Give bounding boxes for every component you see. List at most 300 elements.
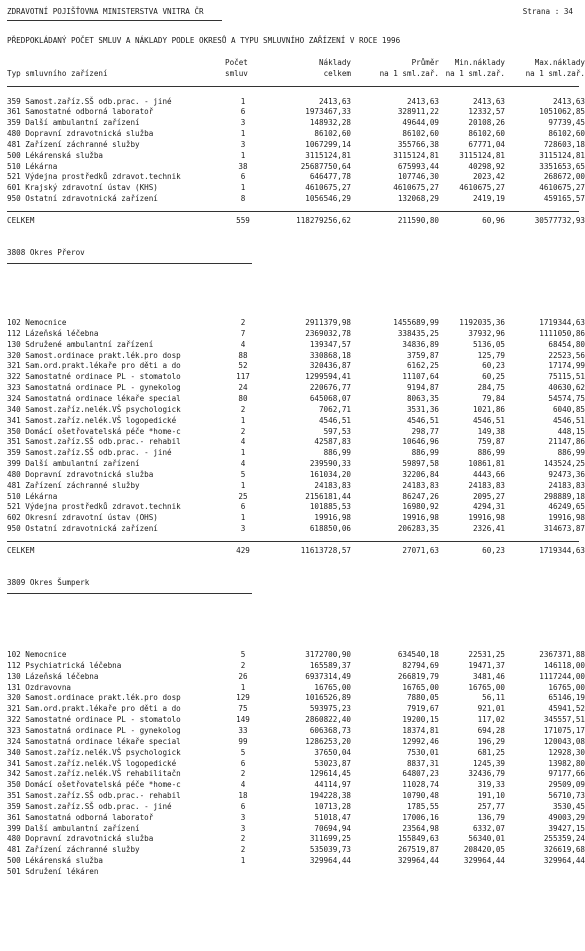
table-row [7, 173, 585, 183]
min-cell: 5136,05 [472, 339, 505, 349]
cost-cell: 24183,83 [314, 480, 351, 490]
cost-cell: 2860822,40 [305, 715, 351, 725]
table-row [7, 98, 585, 108]
min-cell: 16765,00 [468, 682, 505, 692]
count-cell: 33 [238, 725, 248, 735]
cost-cell: 165589,37 [309, 660, 351, 670]
count-cell: 5 [240, 650, 246, 659]
max-cell: 24183,83 [548, 480, 585, 490]
section-rule [7, 593, 252, 594]
avg-cell: 64807,23 [402, 769, 439, 779]
cost-cell: 139347,57 [309, 339, 351, 349]
type-cell: 501 Sdružení lékáren [7, 867, 99, 876]
type-cell: 361 Samostatná odborná laboratoř [7, 812, 154, 822]
max-cell: 97739,45 [548, 118, 585, 128]
max-cell: 1117244,00 [539, 671, 585, 681]
avg-cell: 886,99 [411, 448, 439, 458]
cost-cell: 25687750,64 [300, 161, 351, 171]
max-cell: 17174,99 [548, 361, 585, 371]
count-cell: 2 [240, 404, 246, 414]
table-row [7, 406, 585, 416]
type-cell: 350 Domácí ošetřovatelská péče *home-c [7, 426, 181, 436]
avg-cell: 634540,18 [397, 650, 439, 659]
max-cell: 22523,56 [548, 350, 585, 360]
max-cell: 146118,00 [543, 660, 585, 670]
table-row [7, 673, 585, 683]
section-rule [7, 211, 579, 212]
col-max-2: na 1 sml.zař. [525, 69, 585, 78]
table-row [7, 352, 585, 362]
cost-cell: 239590,33 [309, 459, 351, 469]
type-cell: 359 Samost.zaříz.SŠ odb.prac. - jiné [7, 801, 172, 811]
min-cell: 284,75 [477, 383, 505, 393]
count-cell: 4 [240, 459, 246, 469]
table-row [7, 760, 585, 770]
cost-cell: 618850,06 [309, 524, 351, 534]
avg-cell: 3531,36 [406, 404, 439, 414]
max-cell: 3115124,81 [539, 150, 585, 160]
type-cell: 321 Sam.ord.prakt.lékaře pro děti a do [7, 361, 181, 371]
table-row [7, 417, 585, 427]
count-cell: 99 [238, 736, 248, 746]
max-cell: 86102,60 [548, 129, 585, 139]
min-cell: 56340,01 [468, 834, 505, 844]
max-cell: 92473,36 [548, 469, 585, 479]
count-cell: 5 [240, 469, 246, 479]
type-cell: 480 Dopravní zdravotnická služba [7, 469, 154, 479]
count-cell: 3 [240, 118, 246, 128]
type-cell: 112 Lázeňská léčebna [7, 328, 99, 338]
type-cell: 481 Zařízení záchranné služby [7, 480, 140, 490]
count-cell: 38 [238, 161, 248, 171]
max-cell: 298889,18 [543, 491, 585, 501]
min-cell: 20108,26 [468, 118, 505, 128]
count-cell: 3 [240, 139, 246, 149]
cost-cell: 10713,28 [314, 801, 351, 811]
table-row [7, 705, 585, 715]
count-cell: 2 [240, 834, 246, 844]
col-avg-2: na 1 sml.zař. [379, 69, 439, 78]
min-cell: 208420,05 [463, 845, 505, 855]
min-cell: 196,29 [477, 736, 505, 746]
type-cell: CELKEM [7, 546, 35, 555]
col-type: Typ smluvního zařízení [7, 69, 108, 78]
max-cell: 143524,25 [543, 459, 585, 469]
min-cell: 56,11 [482, 693, 505, 703]
count-cell: 559 [236, 216, 250, 225]
type-cell: 130 Sdružené ambulantní zařízení [7, 339, 154, 349]
count-cell: 6 [240, 502, 246, 512]
cost-cell: 1286253,20 [305, 736, 351, 746]
table-row [7, 716, 585, 726]
max-cell: 326619,68 [543, 845, 585, 855]
avg-cell: 6162,25 [406, 361, 439, 371]
max-cell: 329964,44 [543, 856, 585, 866]
avg-cell: 7880,05 [406, 693, 439, 703]
page-number: Strana : 34 [522, 7, 573, 16]
type-cell: 131 Ozdravovna [7, 682, 72, 692]
cost-cell: 1056546,29 [305, 194, 351, 204]
cost-cell: 2911379,98 [305, 318, 351, 327]
count-cell: 24 [238, 383, 248, 393]
table-row [7, 184, 585, 194]
min-cell: 886,99 [477, 448, 505, 458]
max-cell: 97177,66 [548, 769, 585, 779]
avg-cell: 27071,63 [402, 546, 439, 555]
table-row [7, 846, 585, 856]
min-cell: 19471,37 [468, 660, 505, 670]
count-cell: 429 [236, 546, 250, 555]
max-cell: 40630,62 [548, 383, 585, 393]
type-cell: 350 Domácí ošetřovatelská péče *home-c [7, 780, 181, 790]
min-cell: 694,28 [477, 725, 505, 735]
type-cell: 321 Sam.ord.prakt.lékaře pro děti a do [7, 704, 181, 714]
type-cell: 480 Dopravní zdravotnická služba [7, 129, 154, 139]
count-cell: 1 [240, 513, 246, 523]
min-cell: 60,23 [482, 361, 505, 371]
avg-cell: 338435,25 [397, 328, 439, 338]
cost-cell: 6937314,49 [305, 671, 351, 681]
max-cell: 21147,86 [548, 437, 585, 447]
min-cell: 2326,41 [472, 524, 505, 534]
max-cell: 345557,51 [543, 715, 585, 725]
min-cell: 60,25 [482, 372, 505, 382]
max-cell: 19916,98 [548, 513, 585, 523]
type-cell: 323 Samostatná ordinace PL - gynekolog [7, 383, 181, 393]
cost-cell: 535039,73 [309, 845, 351, 855]
cost-cell: 70694,94 [314, 823, 351, 833]
max-cell: 29509,09 [548, 780, 585, 790]
min-cell: 79,84 [482, 393, 505, 403]
avg-cell: 266819,79 [397, 671, 439, 681]
table-row [7, 651, 585, 661]
table-row [7, 814, 585, 824]
min-cell: 125,79 [477, 350, 505, 360]
cost-cell: 86102,60 [314, 129, 351, 139]
count-cell: 117 [236, 372, 250, 382]
avg-cell: 155849,63 [397, 834, 439, 844]
avg-cell: 8837,31 [406, 758, 439, 768]
table-row [7, 330, 585, 340]
type-cell: 102 Nemocnice [7, 318, 67, 327]
cost-cell: 330868,18 [309, 350, 351, 360]
min-cell: 2095,27 [472, 491, 505, 501]
col-min-1: Min.náklady [454, 58, 505, 67]
avg-cell: 329964,44 [397, 856, 439, 866]
table-row [7, 493, 585, 503]
type-cell: 341 Samost.zaříz.nelék.VŠ logopedické [7, 758, 177, 768]
min-cell: 3115124,81 [459, 150, 505, 160]
col-cost-1: Náklady [318, 58, 351, 67]
avg-cell: 675993,44 [397, 161, 439, 171]
col-count-1: Počet [225, 58, 248, 67]
max-cell: 171075,17 [543, 725, 585, 735]
type-cell: 359 Další ambulantní zařízení [7, 118, 140, 128]
cost-cell: 194228,38 [309, 791, 351, 801]
table-row [7, 460, 585, 470]
table-row [7, 384, 585, 394]
avg-cell: 16765,00 [402, 682, 439, 692]
min-cell: 136,79 [477, 812, 505, 822]
table-row [7, 319, 585, 329]
type-cell: 351 Samost.zaříz.SŠ odb.prac.- rehabil [7, 791, 181, 801]
avg-cell: 24183,83 [402, 480, 439, 490]
table-row [7, 503, 585, 513]
type-cell: 320 Samost.ordinace prakt.lék.pro dosp [7, 350, 181, 360]
max-cell: 268672,00 [543, 172, 585, 182]
cost-cell: 311699,25 [309, 834, 351, 844]
min-cell: 60,23 [482, 546, 505, 555]
max-cell: 3351653,65 [539, 161, 585, 171]
cost-cell: 148932,28 [309, 118, 351, 128]
min-cell: 6332,07 [472, 823, 505, 833]
min-cell: 4443,66 [472, 469, 505, 479]
table-row [7, 684, 585, 694]
count-cell: 3 [240, 524, 246, 534]
table-row [7, 195, 585, 205]
table-row [7, 857, 585, 867]
type-cell: 480 Dopravní zdravotnická služba [7, 834, 154, 844]
count-cell: 1 [240, 129, 246, 139]
count-cell: 7 [240, 328, 246, 338]
table-row [7, 362, 585, 372]
max-cell: 1051062,85 [539, 107, 585, 117]
count-cell: 88 [238, 350, 248, 360]
avg-cell: 1785,55 [406, 801, 439, 811]
count-cell: 8 [240, 194, 246, 204]
table-row [7, 803, 585, 813]
table-row [7, 163, 585, 173]
table-row [7, 770, 585, 780]
cost-cell: 3115124,81 [305, 150, 351, 160]
table-row [7, 694, 585, 704]
cost-cell: 645068,07 [309, 393, 351, 403]
table-row [7, 395, 585, 405]
cost-cell: 1016526,89 [305, 693, 351, 703]
cost-cell: 597,53 [323, 426, 351, 436]
max-cell: 886,99 [557, 448, 585, 458]
table-row [7, 727, 585, 737]
count-cell: 4 [240, 437, 246, 447]
count-cell: 4 [240, 780, 246, 790]
count-cell: 5 [240, 747, 246, 757]
cost-cell: 646477,78 [309, 172, 351, 182]
cost-cell: 4546,51 [318, 415, 351, 425]
avg-cell: 10646,96 [402, 437, 439, 447]
avg-cell: 17006,16 [402, 812, 439, 822]
count-cell: 1 [240, 183, 246, 193]
cost-cell: 1299594,41 [305, 372, 351, 382]
type-cell: 102 Nemocnice [7, 650, 67, 659]
type-cell: 324 Samostatná ordinace lékaře special [7, 736, 181, 746]
min-cell: 32436,79 [468, 769, 505, 779]
type-cell: 950 Ostatní zdravotnická zařízení [7, 194, 158, 204]
avg-cell: 8063,35 [406, 393, 439, 403]
table-row [7, 373, 585, 383]
table-row [7, 738, 585, 748]
table-row [7, 662, 585, 672]
section-title: 3808 Okres Přerov [7, 248, 85, 257]
min-cell: 681,25 [477, 747, 505, 757]
type-cell: 359 Samost.zaříz.SŠ odb.prac. - jiné [7, 96, 172, 106]
column-headers [7, 59, 585, 81]
avg-cell: 82794,69 [402, 660, 439, 670]
avg-cell: 4610675,27 [393, 183, 439, 193]
type-cell: 500 Lékárenská služba [7, 150, 104, 160]
type-cell: 130 Lázeňská léčebna [7, 671, 99, 681]
type-cell: 340 Samost.zaříz.nelék.VŠ psychologick [7, 747, 181, 757]
cost-cell: 606368,73 [309, 725, 351, 735]
avg-cell: 2413,63 [406, 96, 439, 106]
cost-cell: 4610675,27 [305, 183, 351, 193]
avg-cell: 355766,38 [397, 139, 439, 149]
table-row [7, 119, 585, 129]
max-cell: 12928,30 [548, 747, 585, 757]
avg-cell: 7530,01 [406, 747, 439, 757]
type-cell: 341 Samost.zaříz.nelék.VŠ logopedické [7, 415, 177, 425]
type-cell: 359 Samost.zaříz.SŠ odb.prac. - jiné [7, 448, 172, 458]
cost-cell: 7062,71 [318, 404, 351, 414]
cost-cell: 220676,77 [309, 383, 351, 393]
avg-cell: 3115124,81 [393, 150, 439, 160]
avg-cell: 19200,15 [402, 715, 439, 725]
type-cell: 342 Samost.zaříz.nelék.VŠ rehabilitačn [7, 769, 181, 779]
min-cell: 149,38 [477, 426, 505, 436]
count-cell: 2 [240, 845, 246, 855]
cost-cell: 2156181,44 [305, 491, 351, 501]
table-row [7, 825, 585, 835]
avg-cell: 32206,84 [402, 469, 439, 479]
min-cell: 921,01 [477, 704, 505, 714]
count-cell: 1 [240, 96, 246, 106]
avg-cell: 1455689,99 [393, 318, 439, 327]
max-cell: 2413,63 [552, 96, 585, 106]
avg-cell: 23564,98 [402, 823, 439, 833]
max-cell: 16765,00 [548, 682, 585, 692]
avg-cell: 49644,09 [402, 118, 439, 128]
report-header [7, 8, 577, 20]
min-cell: 117,02 [477, 715, 505, 725]
min-cell: 2023,42 [472, 172, 505, 182]
avg-cell: 3759,87 [406, 350, 439, 360]
avg-cell: 16980,92 [402, 502, 439, 512]
cost-cell: 2413,63 [318, 96, 351, 106]
cost-cell: 118279256,62 [296, 216, 351, 225]
count-cell: 1 [240, 480, 246, 490]
table-row [7, 152, 585, 162]
min-cell: 4610675,27 [459, 183, 505, 193]
count-cell: 2 [240, 769, 246, 779]
count-cell: 3 [240, 823, 246, 833]
section-rule [7, 263, 252, 264]
cost-cell: 19916,98 [314, 513, 351, 523]
cost-cell: 11613728,57 [300, 546, 351, 555]
type-cell: 500 Lékárenská služba [7, 856, 104, 866]
col-min-2: na 1 sml.zař. [445, 69, 505, 78]
type-cell: 602 Okresní zdravotní ústav (OHS) [7, 513, 158, 523]
cost-cell: 129614,45 [309, 769, 351, 779]
avg-cell: 4546,51 [406, 415, 439, 425]
section-rule [7, 541, 579, 542]
table-row [7, 108, 585, 118]
type-cell: CELKEM [7, 216, 35, 225]
col-max-1: Max.náklady [534, 58, 585, 67]
max-cell: 2367371,88 [539, 650, 585, 659]
max-cell: 75115,51 [548, 372, 585, 382]
total-row [7, 547, 585, 557]
header-underline [7, 20, 222, 21]
min-cell: 2419,19 [472, 194, 505, 204]
max-cell: 30577732,93 [534, 216, 585, 225]
max-cell: 54574,75 [548, 393, 585, 403]
column-header-rule [7, 86, 579, 87]
avg-cell: 10790,48 [402, 791, 439, 801]
cost-cell: 101885,53 [309, 502, 351, 512]
type-cell: 351 Samost.zaříz.SŠ odb.prac.- rehabil [7, 437, 181, 447]
max-cell: 56710,73 [548, 791, 585, 801]
min-cell: 4546,51 [472, 415, 505, 425]
max-cell: 39427,15 [548, 823, 585, 833]
count-cell: 6 [240, 758, 246, 768]
min-cell: 60,96 [482, 216, 505, 225]
type-cell: 521 Výdejna prostředků zdravot.technik [7, 502, 181, 512]
type-cell: 510 Lékárna [7, 491, 58, 501]
min-cell: 24183,83 [468, 480, 505, 490]
max-cell: 6040,85 [552, 404, 585, 414]
type-cell: 521 Výdejna prostředků zdravot.technik [7, 172, 181, 182]
avg-cell: 12992,46 [402, 736, 439, 746]
type-cell: 399 Další ambulantní zařízení [7, 459, 140, 469]
min-cell: 4294,31 [472, 502, 505, 512]
min-cell: 3481,46 [472, 671, 505, 681]
cost-cell: 593975,23 [309, 704, 351, 714]
cost-cell: 16765,00 [314, 682, 351, 692]
max-cell: 120043,08 [543, 736, 585, 746]
table-row [7, 749, 585, 759]
min-cell: 40298,92 [468, 161, 505, 171]
type-cell: 320 Samost.ordinace prakt.lék.pro dosp [7, 693, 181, 703]
count-cell: 3 [240, 812, 246, 822]
count-cell: 6 [240, 801, 246, 811]
count-cell: 6 [240, 172, 246, 182]
avg-cell: 18374,81 [402, 725, 439, 735]
min-cell: 22531,25 [468, 650, 505, 659]
avg-cell: 9194,87 [406, 383, 439, 393]
max-cell: 728603,18 [543, 139, 585, 149]
table-row [7, 835, 585, 845]
cost-cell: 42587,83 [314, 437, 351, 447]
avg-cell: 86102,60 [402, 129, 439, 139]
max-cell: 1719344,63 [539, 546, 585, 555]
type-cell: 510 Lékárna [7, 161, 58, 171]
type-cell: 601 Krajský zdravotní ústav (KHS) [7, 183, 158, 193]
organization-name: ZDRAVOTNÍ POJIŠŤOVNA MINISTERSTVA VNITRA ČR [7, 7, 204, 16]
type-cell: 481 Zařízení záchranné služby [7, 845, 140, 855]
min-cell: 86102,60 [468, 129, 505, 139]
avg-cell: 328911,22 [397, 107, 439, 117]
max-cell: 255359,24 [543, 834, 585, 844]
min-cell: 319,33 [477, 780, 505, 790]
count-cell: 4 [240, 339, 246, 349]
cost-cell: 2369032,78 [305, 328, 351, 338]
cost-cell: 51018,47 [314, 812, 351, 822]
cost-cell: 161034,20 [309, 469, 351, 479]
count-cell: 80 [238, 393, 248, 403]
type-cell: 340 Samost.zaříz.nelék.VŠ psychologick [7, 404, 181, 414]
type-cell: 399 Další ambulantní zařízení [7, 823, 140, 833]
count-cell: 25 [238, 491, 248, 501]
cost-cell: 3172700,90 [305, 650, 351, 659]
